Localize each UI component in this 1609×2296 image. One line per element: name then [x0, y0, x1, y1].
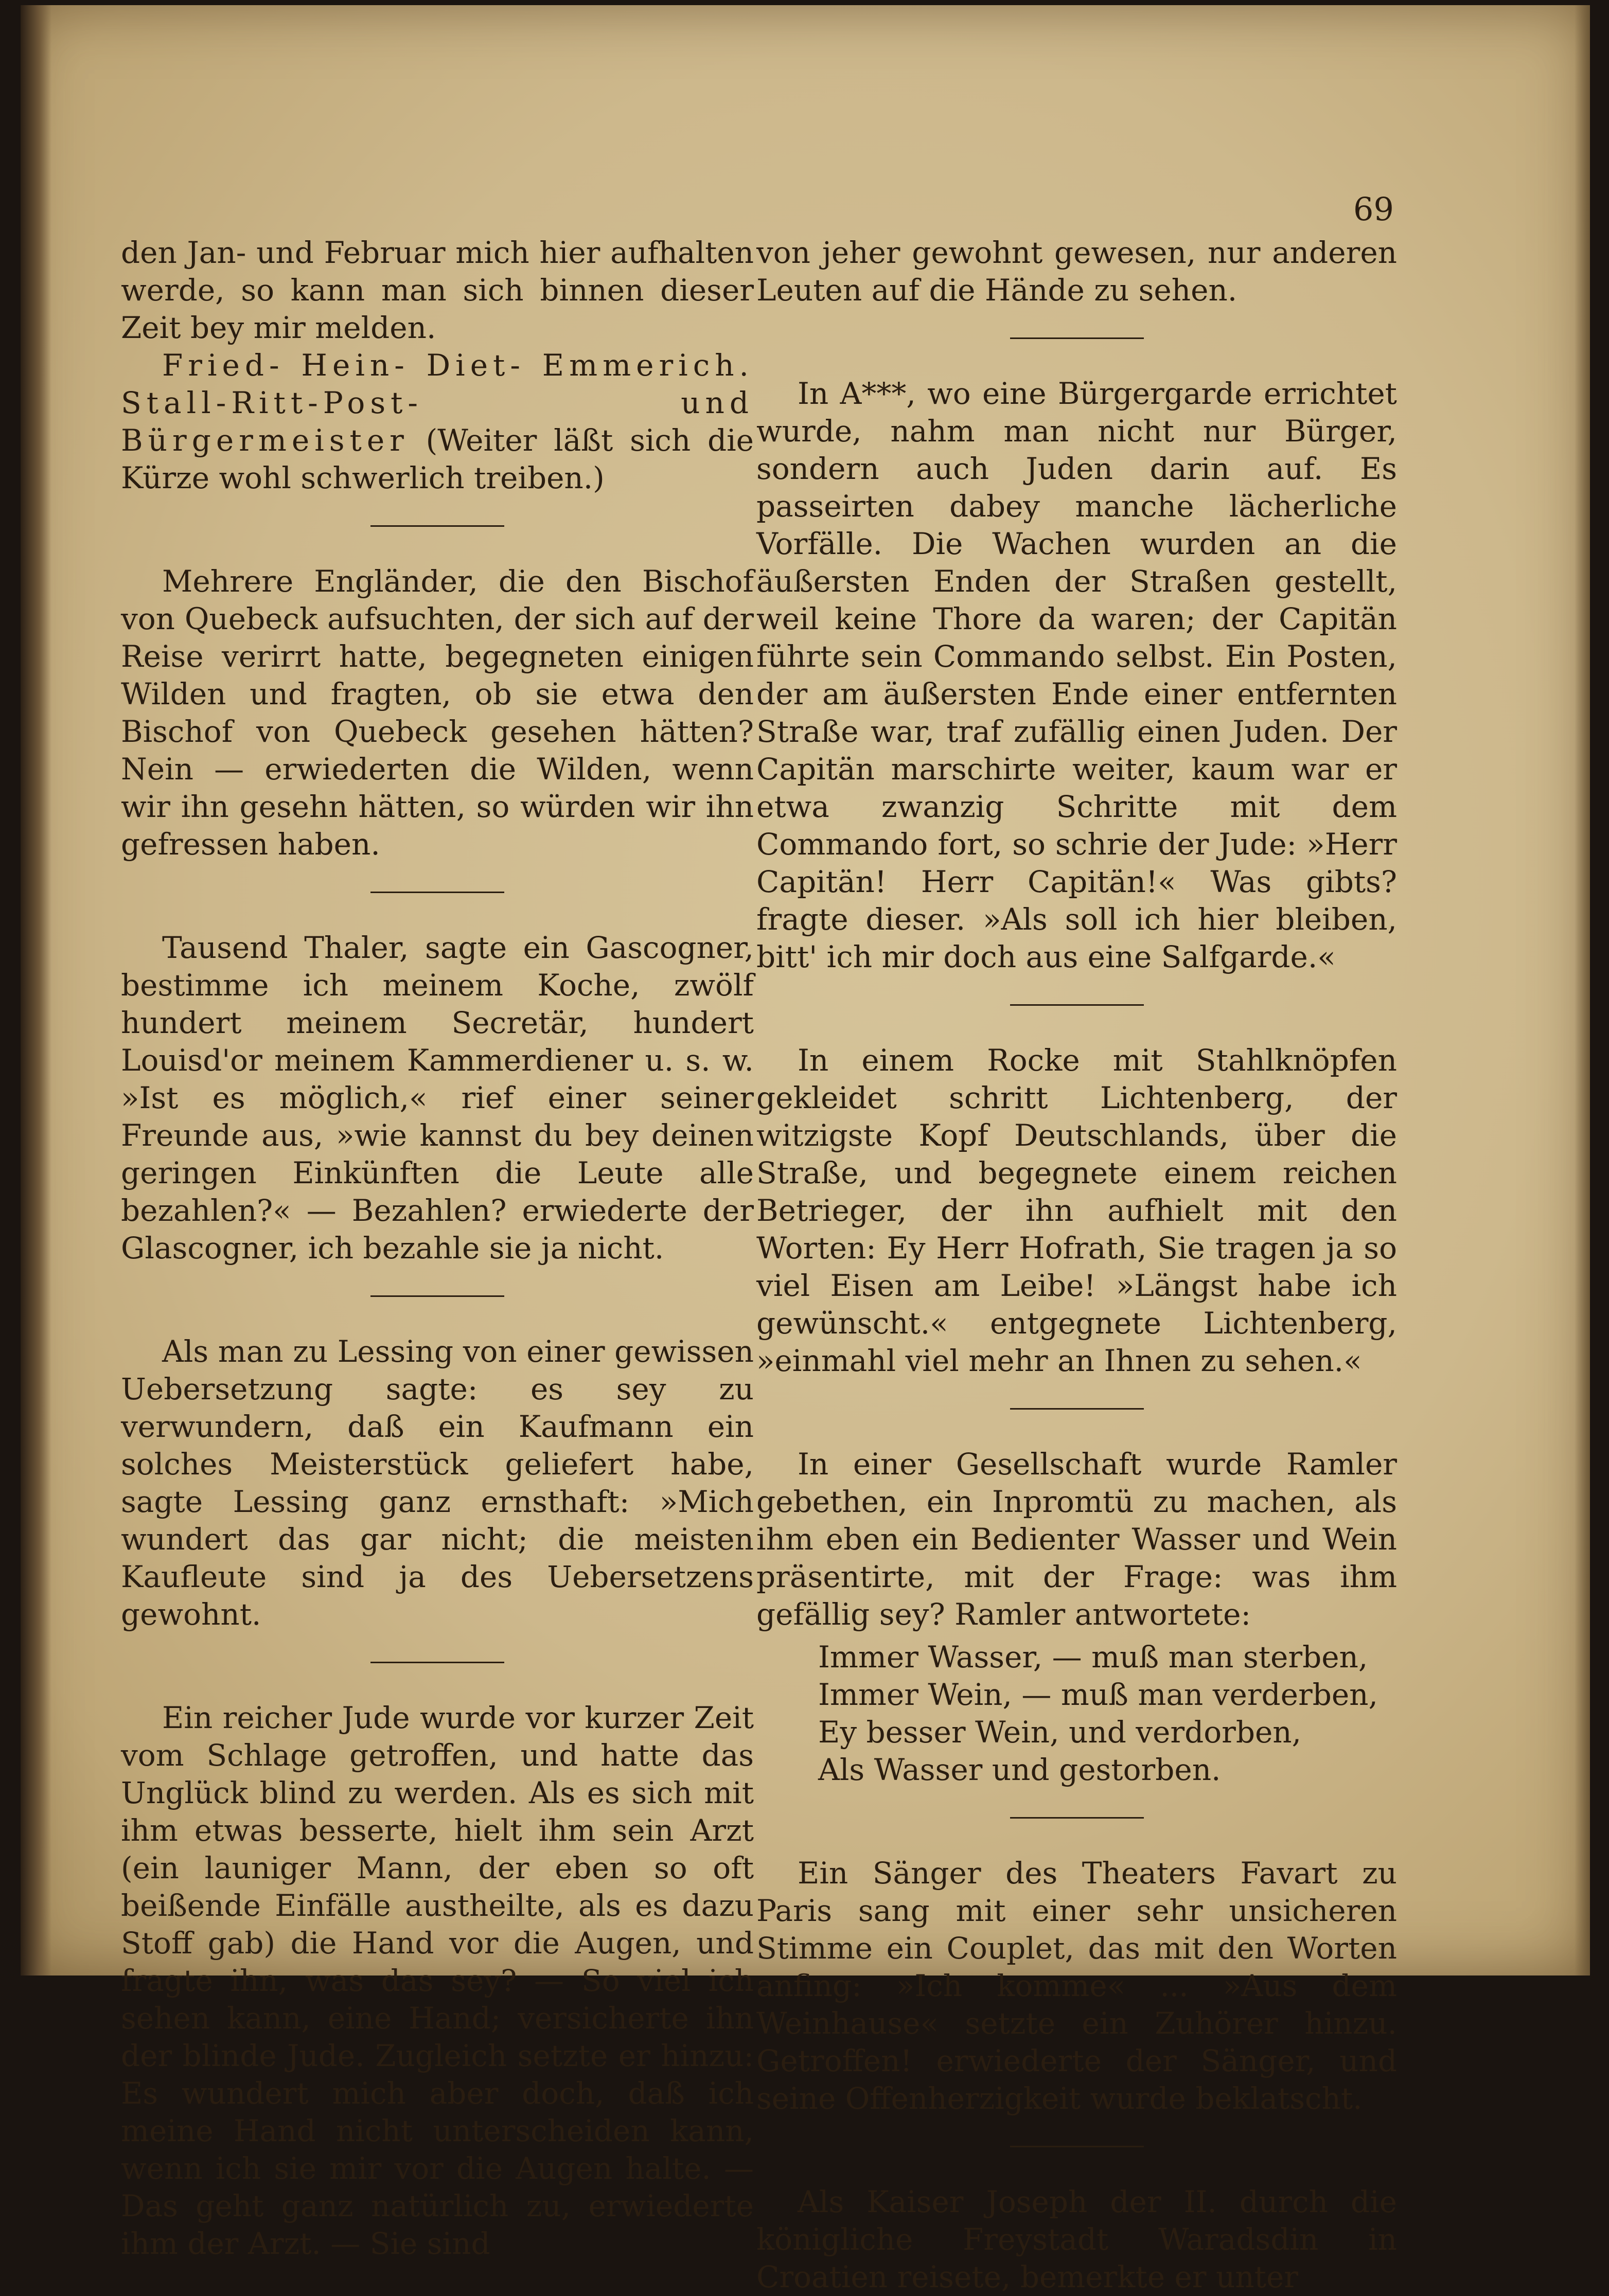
anecdote-gascogner: Tausend Thaler, sagte ein Gascogner, bestimme ich meinem Koche, zwölf hundert meinem Secretär, hundert Louisd'or meinem Kammerdiener u. s. w. »Ist es möglich,« rief einer seiner Freunde aus, »wie kannst du bey deinen geringen Einkünften die Leute alle bezahlen?« — Bezahlen? erwiederte der Glascogner, ich bezahle sie ja nicht. — [121, 930, 754, 1266]
anecdote-quebeck: Mehrere Engländer, die den Bischof von Quebeck aufsuchten, der sich auf der Reise verirrt hatte, begegneten einigen Wilden und fragten, ob sie etwa den Bischof von Quebeck gesehen hätten? Nein — erwiederten die Wilden, wenn wir ihn gesehn hätten, so würden wir ihn gefressen haben. — [121, 564, 754, 862]
page-number: 69 — [1353, 190, 1394, 228]
section-divider — [1010, 1817, 1144, 1819]
anecdote-buergergarde: In A***, wo eine Bürgergarde errichtet wurde, nahm man nicht nur Bürger, sondern auch Juden darin auf. Es passeirten dabey manche lächerliche Vorfälle. Die Wachen wurden an die äußersten Enden der Straßen gestellt, weil keine Thore da waren; der Capitän führte sein Commando selbst. Ein Posten, der am äußersten Ende einer entfernten Straße war, traf zufällig einen Juden. Der Capitän marschirte weiter, kaum war er etwa zwanzig Schritte mit dem Commando fort, so schrie der Jude: »Herr Capitän! Herr Capitän!« Was gibts? fragte dieser. »Als soll ich hier bleiben, bitt' ich mir doch aus eine Salfgarde.« — [756, 376, 1397, 974]
book-page — [21, 5, 1590, 2294]
paragraph-continuation: den Jan- und Februar mich hier aufhalten werde, so kann man sich binnen dieser Zeit bey mir melden. — [121, 235, 754, 345]
ramler-verse — [818, 1639, 1397, 1789]
section-divider — [1010, 2146, 1144, 2147]
section-divider — [1010, 1004, 1144, 1006]
section-divider — [370, 1295, 504, 1297]
verse-line: Immer Wasser, — muß man sterben, — [818, 1640, 1368, 1675]
anecdote-saenger: Ein Sänger des Theaters Favart zu Paris sang mit einer sehr unsicheren Stimme ein Couplet, das mit den Worten anfing: »Ich komme« ... »Aus dem Weinhause« setzte ein Zuhörer hinzu. Getroffen! erwiederte der Sänger, und seine Offenherzigkeit wurde beklatscht. — [756, 1856, 1397, 2116]
book-spine — [21, 5, 51, 1975]
paragraph-continuation: von jeher gewohnt gewesen, nur anderen Leuten auf die Hände zu sehen. — [756, 235, 1397, 308]
right-column — [756, 234, 1397, 2296]
paragraph-names — [121, 347, 754, 497]
anecdote-blind-jude: Ein reicher Jude wurde vor kurzer Zeit vom Schlage getroffen, und hatte das Unglück blind zu werden. Als es sich mit ihm etwas besserte, hielt ihm sein Arzt (ein launiger Mann, der eben so oft beißende Einfälle austheilte, als es dazu Stoff gab) die Hand vor die Augen, und fragte ihn, was das sey? — So viel ich sehen kann, eine Hand; versicherte ihn der blinde Jude. Zugleich setzte er hinzu: Es wundert mich aber doch, daß ich meine Hand nicht unterscheiden kann, wenn ich sie mir vor die Augen halte. — Das geht ganz natürlich zu, erwiederte ihm der Arzt. — Sie sind — [121, 1700, 754, 2261]
section-divider — [370, 892, 504, 893]
names-remark: (Weiter läßt sich die Kürze wohl schwerlich treiben.) — [121, 423, 754, 495]
section-divider — [1010, 337, 1144, 339]
verse-line: Ey besser Wein, und verdorben, — [818, 1715, 1302, 1750]
left-column — [121, 234, 754, 2263]
anecdote-lessing: Als man zu Lessing von einer gewissen Uebersetzung sagte: es sey zu verwundern, daß ein Kaufmann ein solches Meisterstück geliefert habe, sagte Lessing ganz ernsthaft: »Mich wundert das gar nicht; die meisten Kaufleute sind ja des Uebersetzens gewohnt. — [121, 1334, 754, 1632]
section-divider — [370, 1662, 504, 1663]
section-divider — [370, 525, 504, 527]
anecdote-kaiser-joseph: Als Kaiser Joseph der II. durch die königliche Freystadt Waradsdin in Croatien reisete, bemerkte er unter — [756, 2184, 1397, 2294]
page-edge — [1575, 5, 1590, 1975]
anecdote-lichtenberg: In einem Rocke mit Stahlknöpfen gekleidet schritt Lichtenberg, der witzigste Kopf Deutschlands, über die Straße, und begegnete einem reichen Betrieger, der ihn aufhielt mit den Worten: Ey Herr Hofrath, Sie tragen ja so viel Eisen am Leibe! »Längst habe ich gewünscht.« entgegnete Lichtenberg, »einmahl viel mehr an Ihnen zu sehen.« — [756, 1043, 1397, 1378]
anecdote-ramler: In einer Gesellschaft wurde Ramler gebethen, ein Inpromtü zu machen, als ihm eben ein Bedienter Wasser und Wein präsentirte, mit der Frage: was ihm gefällig sey? Ramler antwortete: — [756, 1447, 1397, 1632]
verse-line: Immer Wein, — muß man verderben, — [818, 1677, 1378, 1712]
verse-line: Als Wasser und gestorben. — [818, 1752, 1221, 1787]
names-text: Fried- Hein- Diet- Emmerich. Stall-Ritt-Post- und Bürgermeister — [121, 348, 754, 458]
section-divider — [1010, 1408, 1144, 1410]
